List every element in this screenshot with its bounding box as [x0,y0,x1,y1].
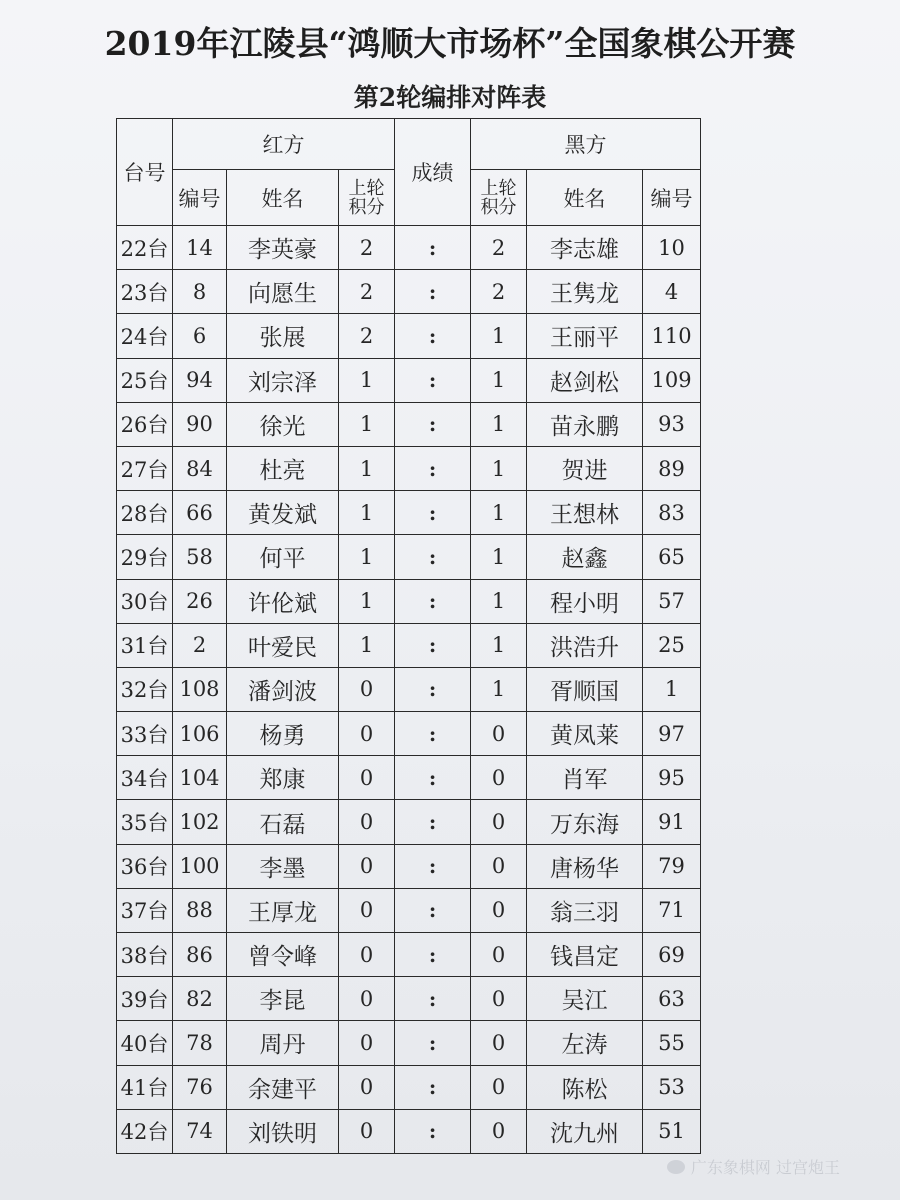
red-name-cell: 刘宗泽 [227,358,339,402]
red-prev-score-cell: 2 [339,270,395,314]
black-id-cell: 110 [643,314,701,358]
red-prev-score-cell: 1 [339,446,395,490]
result-cell: : [395,1109,471,1153]
red-name-cell: 何平 [227,535,339,579]
header-red-side: 红方 [173,119,395,170]
black-prev-score-cell: 1 [471,667,527,711]
result-cell: : [395,844,471,888]
red-id-cell: 84 [173,446,227,490]
black-id-cell: 65 [643,535,701,579]
red-name-cell: 余建平 [227,1065,339,1109]
table-no-cell: 35台 [117,800,173,844]
result-cell: : [395,226,471,270]
result-cell: : [395,579,471,623]
black-name-cell: 翁三羽 [527,888,643,932]
red-prev-score-cell: 0 [339,888,395,932]
red-prev-score-cell: 1 [339,491,395,535]
table-no-cell: 38台 [117,933,173,977]
red-id-cell: 104 [173,756,227,800]
red-name-cell: 郑康 [227,756,339,800]
black-id-cell: 1 [643,667,701,711]
red-prev-score-cell: 1 [339,358,395,402]
table-no-cell: 31台 [117,623,173,667]
result-cell: : [395,933,471,977]
red-name-cell: 杜亮 [227,446,339,490]
black-id-cell: 89 [643,446,701,490]
black-name-cell: 黄凤莱 [527,712,643,756]
header-red-name: 姓名 [227,170,339,226]
header-black-id: 编号 [643,170,701,226]
red-id-cell: 82 [173,977,227,1021]
red-prev-score-cell: 1 [339,623,395,667]
table-row [117,491,701,535]
black-name-cell: 吴江 [527,977,643,1021]
black-prev-score-cell: 0 [471,1065,527,1109]
red-name-cell: 周丹 [227,1021,339,1065]
table-row [117,1021,701,1065]
header-red-prev-score [339,170,395,226]
pairing-rows [117,226,701,1154]
table-row [117,579,701,623]
table-row [117,712,701,756]
table-no-cell: 36台 [117,844,173,888]
header-table-no: 台号 [117,119,173,226]
red-prev-score-cell: 0 [339,1065,395,1109]
red-id-cell: 6 [173,314,227,358]
pairing-table-container [116,118,701,1154]
table-row [117,800,701,844]
red-id-cell: 108 [173,667,227,711]
prev-score-line2: 积分 [480,196,517,218]
black-id-cell: 97 [643,712,701,756]
red-prev-score-cell: 0 [339,712,395,756]
table-row [117,667,701,711]
header-result: 成绩 [395,119,471,226]
red-name-cell: 曾令峰 [227,933,339,977]
result-cell: : [395,270,471,314]
black-name-cell: 王丽平 [527,314,643,358]
black-id-cell: 25 [643,623,701,667]
black-name-cell: 肖军 [527,756,643,800]
red-id-cell: 94 [173,358,227,402]
result-cell: : [395,1065,471,1109]
red-name-cell: 潘剑波 [227,667,339,711]
red-id-cell: 66 [173,491,227,535]
red-prev-score-cell: 0 [339,1109,395,1153]
black-prev-score-cell: 0 [471,800,527,844]
black-name-cell: 赵鑫 [527,535,643,579]
header-black-prev-score [471,170,527,226]
red-id-cell: 88 [173,888,227,932]
red-prev-score-cell: 0 [339,800,395,844]
table-no-cell: 41台 [117,1065,173,1109]
black-prev-score-cell: 1 [471,535,527,579]
red-id-cell: 8 [173,270,227,314]
result-cell: : [395,756,471,800]
black-prev-score-cell: 2 [471,226,527,270]
black-id-cell: 83 [643,491,701,535]
header-red-id: 编号 [173,170,227,226]
black-name-cell: 苗永鹏 [527,402,643,446]
page-title: 2019年江陵县“鸿顺大市场杯”全国象棋公开赛 [104,24,796,63]
black-prev-score-cell: 1 [471,491,527,535]
red-id-cell: 26 [173,579,227,623]
table-no-cell: 27台 [117,446,173,490]
red-name-cell: 石磊 [227,800,339,844]
table-no-cell: 30台 [117,579,173,623]
red-prev-score-cell: 0 [339,933,395,977]
black-id-cell: 63 [643,977,701,1021]
result-cell: : [395,712,471,756]
table-row [117,358,701,402]
red-name-cell: 向愿生 [227,270,339,314]
black-name-cell: 陈松 [527,1065,643,1109]
table-no-cell: 22台 [117,226,173,270]
result-cell: : [395,623,471,667]
red-id-cell: 102 [173,800,227,844]
table-row [117,535,701,579]
black-id-cell: 69 [643,933,701,977]
red-name-cell: 刘铁明 [227,1109,339,1153]
table-no-cell: 39台 [117,977,173,1021]
black-id-cell: 71 [643,888,701,932]
red-name-cell: 王厚龙 [227,888,339,932]
black-prev-score-cell: 0 [471,712,527,756]
black-id-cell: 55 [643,1021,701,1065]
red-prev-score-cell: 1 [339,402,395,446]
red-name-cell: 张展 [227,314,339,358]
black-name-cell: 沈九州 [527,1109,643,1153]
black-name-cell: 万东海 [527,800,643,844]
result-cell: : [395,888,471,932]
result-cell: : [395,800,471,844]
black-name-cell: 洪浩升 [527,623,643,667]
black-name-cell: 程小明 [527,579,643,623]
result-cell: : [395,977,471,1021]
black-id-cell: 93 [643,402,701,446]
table-row [117,977,701,1021]
red-prev-score-cell: 0 [339,1021,395,1065]
black-prev-score-cell: 0 [471,977,527,1021]
prev-score-line1: 上轮 [480,177,517,199]
result-cell: : [395,402,471,446]
table-row [117,1109,701,1153]
result-cell: : [395,446,471,490]
table-no-cell: 24台 [117,314,173,358]
red-id-cell: 78 [173,1021,227,1065]
red-name-cell: 李墨 [227,844,339,888]
black-name-cell: 贺进 [527,446,643,490]
black-name-cell: 王想林 [527,491,643,535]
table-row [117,933,701,977]
table-no-cell: 37台 [117,888,173,932]
red-name-cell: 杨勇 [227,712,339,756]
black-name-cell: 胥顺国 [527,667,643,711]
table-no-cell: 33台 [117,712,173,756]
watermark-text: 广东象棋网 过宫炮王 [690,1158,840,1177]
header-black-side: 黑方 [471,119,701,170]
table-row [117,270,701,314]
table-no-cell: 28台 [117,491,173,535]
black-prev-score-cell: 0 [471,756,527,800]
table-no-cell: 42台 [117,1109,173,1153]
red-id-cell: 86 [173,933,227,977]
black-name-cell: 钱昌定 [527,933,643,977]
red-name-cell: 李昆 [227,977,339,1021]
black-name-cell: 王隽龙 [527,270,643,314]
table-no-cell: 40台 [117,1021,173,1065]
red-id-cell: 2 [173,623,227,667]
red-name-cell: 徐光 [227,402,339,446]
red-prev-score-cell: 2 [339,314,395,358]
table-no-cell: 29台 [117,535,173,579]
red-id-cell: 100 [173,844,227,888]
red-id-cell: 74 [173,1109,227,1153]
black-name-cell: 赵剑松 [527,358,643,402]
red-id-cell: 58 [173,535,227,579]
table-no-cell: 23台 [117,270,173,314]
black-prev-score-cell: 0 [471,1109,527,1153]
red-id-cell: 90 [173,402,227,446]
red-id-cell: 14 [173,226,227,270]
black-id-cell: 53 [643,1065,701,1109]
prev-score-line1: 上轮 [348,177,385,199]
black-id-cell: 57 [643,579,701,623]
red-id-cell: 106 [173,712,227,756]
red-name-cell: 许伦斌 [227,579,339,623]
black-prev-score-cell: 0 [471,933,527,977]
table-row [117,226,701,270]
table-row [117,888,701,932]
black-id-cell: 51 [643,1109,701,1153]
page-subtitle: 第2轮编排对阵表 [353,83,547,112]
black-id-cell: 91 [643,800,701,844]
table-no-cell: 25台 [117,358,173,402]
wechat-icon [667,1160,685,1174]
watermark [667,1155,840,1178]
red-prev-score-cell: 0 [339,756,395,800]
black-id-cell: 4 [643,270,701,314]
result-cell: : [395,491,471,535]
red-prev-score-cell: 0 [339,977,395,1021]
red-prev-score-cell: 1 [339,579,395,623]
table-no-cell: 34台 [117,756,173,800]
red-name-cell: 叶爱民 [227,623,339,667]
table-row [117,1065,701,1109]
table-row [117,446,701,490]
prev-score-line2: 积分 [348,196,385,218]
table-row [117,402,701,446]
red-prev-score-cell: 2 [339,226,395,270]
red-prev-score-cell: 0 [339,667,395,711]
red-name-cell: 黄发斌 [227,491,339,535]
red-name-cell: 李英豪 [227,226,339,270]
table-row [117,623,701,667]
table-row [117,844,701,888]
black-id-cell: 109 [643,358,701,402]
result-cell: : [395,535,471,579]
black-id-cell: 95 [643,756,701,800]
result-cell: : [395,667,471,711]
black-name-cell: 左涛 [527,1021,643,1065]
black-prev-score-cell: 0 [471,1021,527,1065]
black-prev-score-cell: 1 [471,358,527,402]
black-id-cell: 79 [643,844,701,888]
header-black-name: 姓名 [527,170,643,226]
table-row [117,314,701,358]
black-prev-score-cell: 2 [471,270,527,314]
result-cell: : [395,358,471,402]
red-prev-score-cell: 0 [339,844,395,888]
result-cell: : [395,1021,471,1065]
result-cell: : [395,314,471,358]
red-id-cell: 76 [173,1065,227,1109]
black-prev-score-cell: 1 [471,314,527,358]
black-id-cell: 10 [643,226,701,270]
black-name-cell: 唐杨华 [527,844,643,888]
table-no-cell: 32台 [117,667,173,711]
table-row [117,756,701,800]
black-prev-score-cell: 1 [471,579,527,623]
pairing-table [116,118,701,1154]
black-prev-score-cell: 0 [471,844,527,888]
red-prev-score-cell: 1 [339,535,395,579]
black-name-cell: 李志雄 [527,226,643,270]
black-prev-score-cell: 0 [471,888,527,932]
black-prev-score-cell: 1 [471,623,527,667]
black-prev-score-cell: 1 [471,402,527,446]
black-prev-score-cell: 1 [471,446,527,490]
table-no-cell: 26台 [117,402,173,446]
